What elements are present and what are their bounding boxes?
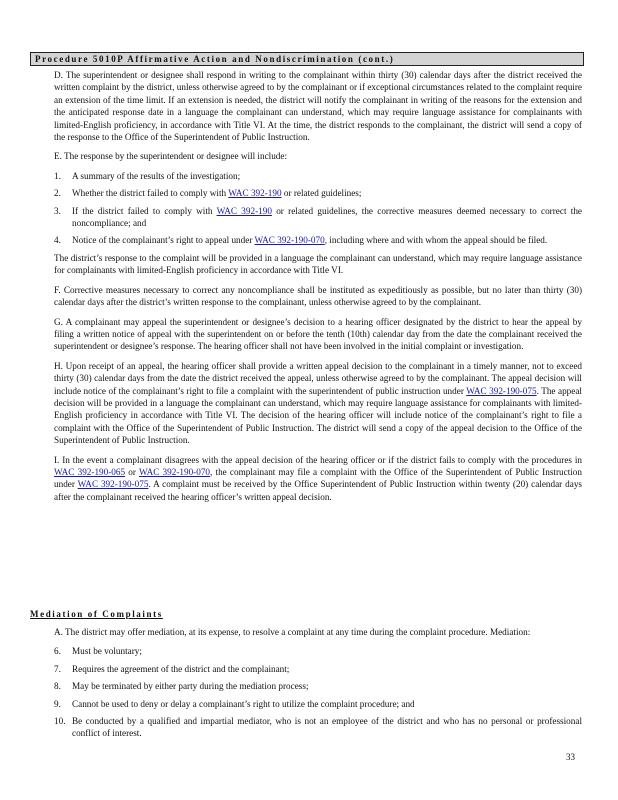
list-item	[54, 187, 582, 199]
list-text: Cannot be used to deny or delay a complainant’s right to utilize the complaint procedure; and	[72, 698, 415, 709]
list-number: 2.	[54, 188, 61, 199]
section-e-closing: The district’s response to the complaint will be provided in a language the complainant can understand, which may require language assistance for complainants with limited-English proficiency in accordance with Title VI.	[54, 252, 582, 276]
wac-link[interactable]: WAC 392-190-075	[466, 385, 537, 396]
text-fragment: , including where and with whom the appeal should be filed.	[324, 235, 548, 246]
wac-link[interactable]: WAC 392-190-065	[54, 466, 126, 477]
procedure-header-bar	[30, 52, 584, 66]
wac-link[interactable]: WAC 392-190-070	[138, 466, 211, 477]
list-text: Be conducted by a qualified and impartial mediator, who is not an employee of the district and who has no personal or professional conflict of interest.	[72, 716, 582, 739]
text-fragment: H. Upon receipt of an appeal, the hearing officer shall provide a written appeal decision to the complainant in a timely manner, not to exceed thirty (30) calendar days from the date the district received the appeal, unless otherwise agreed to by the complainant. The appeal decision will include notice of the complainant’s right to file a complaint with the superintendent of public instruction under	[54, 360, 582, 396]
list-item	[54, 715, 582, 740]
section-d: D. The superintendent or designee shall respond in writing to the complainant within thirty (30) calendar days after the district received the written complaint by the district, unless otherwise agreed to by the complainant or if exceptional circumstances related to the complaint require an extension of the time limit. If an extension is needed, the district will notify the complainant in writing of the reasons for the extension and the anticipated response date in a language the complainant can understand, which may require language assistance for complainants with limited-English proficiency, in accordance with Title VI. At the time, the district responds to the complainant, the district will send a copy of the response to the Office of the Superintendent of Public Instruction.	[54, 70, 582, 143]
text-fragment: , the complainant may file a complaint with the Office of the Superintendent of Public Instruction under	[54, 466, 582, 490]
text-fragment: or related guidelines;	[281, 188, 362, 199]
text-fragment: . The appeal decision will be provided in a language the complainant can understand, which may require language assistance for complainants with limited-English proficiency in accordance with Title VI. The decision of the hearing officer will include notice of the complainant’s right to file a complaint with the Office of the Superintendent of Public Instruction. The district will send a copy of the appeal decision to the Office of the Superintendent of Public Instruction.	[54, 385, 582, 446]
list-item	[54, 698, 582, 710]
text-fragment: . A complaint must be received by the Office Superintendent of Public Instruction within twenty (20) calendar days after the complainant received the hearing officer’s written appeal decision.	[54, 479, 582, 502]
list-item	[54, 170, 582, 182]
text-fragment: Whether the district failed to comply with	[72, 188, 229, 199]
wac-link[interactable]: WAC 392-190-075	[77, 479, 149, 490]
text-fragment: If the district failed to comply with	[72, 205, 217, 216]
list-item	[54, 680, 582, 692]
main-content	[54, 69, 582, 510]
wac-link[interactable]: WAC 392-190-070	[254, 235, 325, 246]
section-i	[54, 454, 582, 504]
list-number: 7.	[54, 663, 61, 674]
list-number: 3.	[54, 205, 61, 216]
list-item	[54, 234, 582, 246]
section-g: G. A complainant may appeal the superintendent or designee’s decision to a hearing officer designated by the district to hear the appeal by filing a written notice of appeal with the superintendent on or before the tenth (10th) calendar day from the date the complainant received the superintendent or designee’s response. The hearing officer shall not have been involved in the initial complaint or investigation.	[54, 316, 582, 352]
list-text	[72, 234, 582, 246]
text-fragment: or related guidelines, the corrective measures deemed necessary to correct the noncompliance; and	[72, 205, 582, 229]
text-fragment: Notice of the complainant’s right to appeal under	[72, 235, 255, 246]
list-number: 4.	[54, 235, 61, 246]
section-e-intro: E. The response by the superintendent or designee will include:	[54, 151, 288, 162]
text-fragment: I. In the event a complainant disagrees with the appeal decision of the hearing officer or if the district fails to comply with the procedures in	[54, 454, 582, 465]
list-text: Must be voluntary;	[72, 646, 142, 657]
list-text: May be terminated by either party during the mediation process;	[72, 681, 309, 692]
list-number: 10.	[54, 716, 66, 727]
mediation-content	[54, 626, 582, 745]
wac-link[interactable]: WAC 392-190	[228, 188, 282, 199]
text-fragment: or	[125, 466, 139, 477]
page-number: 33	[566, 752, 575, 762]
list-item	[54, 205, 582, 230]
list-text	[72, 187, 582, 199]
list-item	[54, 663, 582, 675]
wac-link[interactable]: WAC 392-190	[216, 205, 272, 216]
list-text: A summary of the results of the investigation;	[72, 170, 241, 181]
list-text: Requires the agreement of the district and the complainant;	[72, 663, 290, 674]
mediation-heading: Mediation of Complaints	[30, 609, 163, 619]
section-f: F. Corrective measures necessary to correct any noncompliance shall be instituted as expeditiously as possible, but no later than thirty (30) calendar days after the district’s written response to the complainant, unless otherwise agreed to by the complainant.	[54, 284, 582, 308]
list-number: 1.	[54, 170, 61, 181]
list-number: 8.	[54, 681, 61, 692]
section-h	[54, 360, 582, 447]
list-item	[54, 645, 582, 657]
list-number: 6.	[54, 646, 61, 657]
mediation-intro: A. The district may offer mediation, at its expense, to resolve a complaint at any time during the complaint procedure. Mediation:	[54, 627, 531, 637]
list-number: 9.	[54, 698, 61, 709]
procedure-title: Procedure 5010P Affirmative Action and Nondiscrimination (cont.)	[35, 54, 395, 64]
list-text	[72, 205, 582, 230]
